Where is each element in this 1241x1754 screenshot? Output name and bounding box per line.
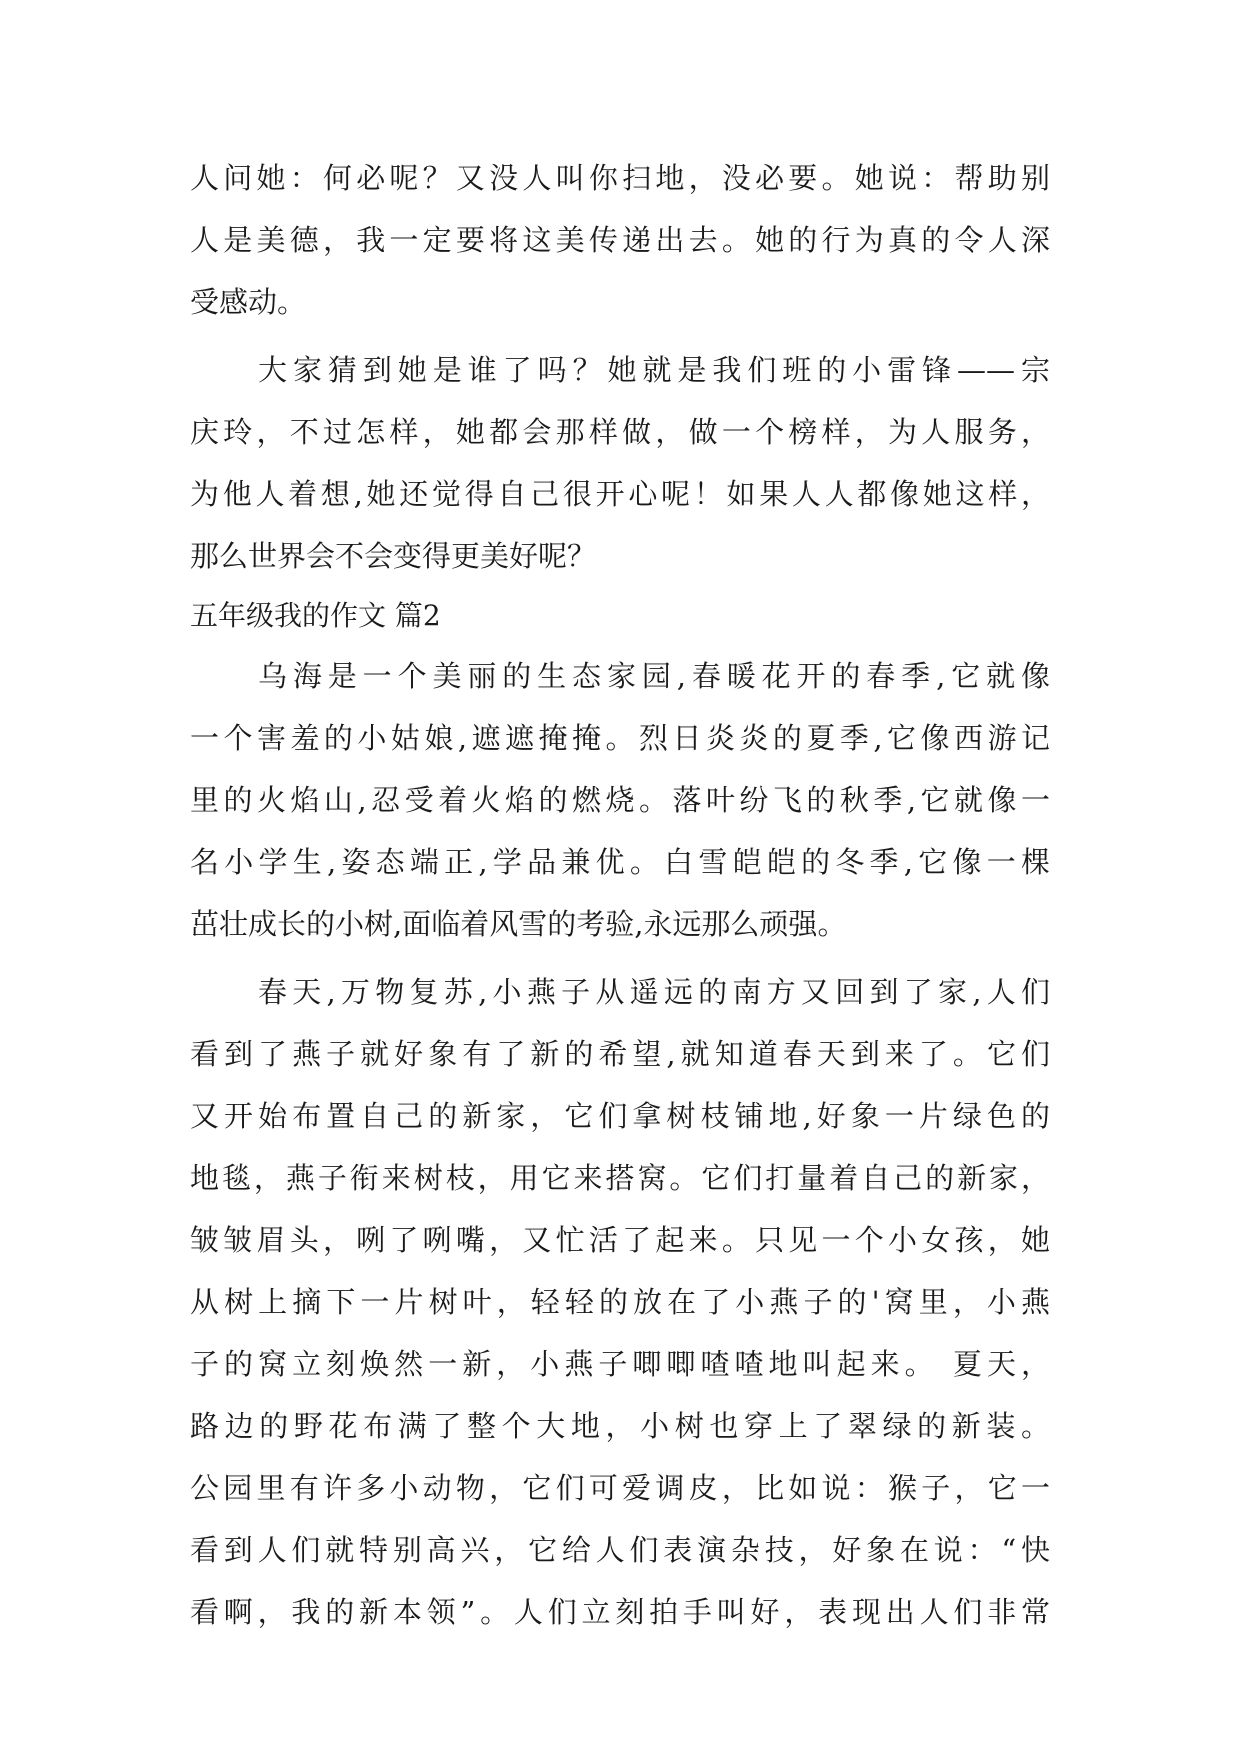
text-line: 皱皱眉头，咧了咧嘴，又忙活了起来。只见一个小女孩，她 [190,1223,1050,1257]
text-line: 受感动。 [190,285,307,319]
text-line: 又开始布置自己的新家，它们拿树枝铺地,好象一片绿色的 [190,1099,1050,1133]
text-line: 名小学生,姿态端正,学品兼优。白雪皑皑的冬季,它像一棵 [190,845,1050,879]
text-line: 乌海是一个美丽的生态家园,春暖花开的春季,它就像 [258,659,1050,693]
text-line: 大家猜到她是谁了吗？她就是我们班的小雷锋——宗 [258,353,1050,387]
section-heading: 五年级我的作文 篇2 [190,599,441,632]
text-line: 看到了燕子就好象有了新的希望,就知道春天到来了。它们 [190,1037,1050,1071]
text-line: 茁壮成长的小树,面临着风雪的考验,永远那么顽强。 [190,907,847,941]
text-line: 路边的野花布满了整个大地，小树也穿上了翠绿的新装。 [190,1409,1050,1443]
text-line: 公园里有许多小动物，它们可爱调皮，比如说：猴子，它一 [190,1471,1050,1505]
text-line: 一个害羞的小姑娘,遮遮掩掩。烈日炎炎的夏季,它像西游记 [190,721,1050,755]
text-line: 地毯，燕子衔来树枝，用它来搭窝。它们打量着自己的新家， [190,1161,1050,1195]
text-line: 里的火焰山,忍受着火焰的燃烧。落叶纷飞的秋季,它就像一 [190,783,1050,817]
text-line: 人是美德，我一定要将这美传递出去。她的行为真的令人深 [190,223,1050,257]
text-line: 从树上摘下一片树叶，轻轻的放在了小燕子的'窝里，小燕 [190,1285,1050,1319]
text-line: 子的窝立刻焕然一新，小燕子唧唧喳喳地叫起来。 夏天， [190,1347,1050,1381]
text-line: 那么世界会不会变得更美好呢？ [190,539,597,573]
text-line: 看啊，我的新本领”。人们立刻拍手叫好，表现出人们非常 [190,1595,1050,1629]
text-line: 人问她：何必呢？又没人叫你扫地，没必要。她说：帮助别 [190,161,1050,195]
text-line: 看到人们就特别高兴，它给人们表演杂技，好象在说：“快 [190,1533,1050,1567]
text-line: 春天,万物复苏,小燕子从遥远的南方又回到了家,人们 [258,975,1050,1009]
text-line: 庆玲，不过怎样，她都会那样做，做一个榜样，为人服务， [190,415,1050,449]
text-line: 为他人着想,她还觉得自己很开心呢！如果人人都像她这样， [190,477,1050,511]
